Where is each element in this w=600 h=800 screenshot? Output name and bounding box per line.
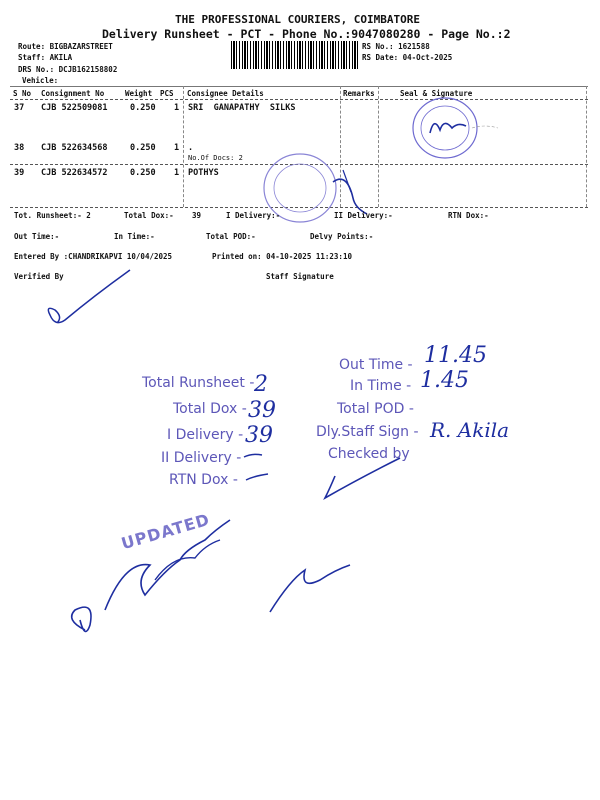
stamp-total-runsheet: Total Runsheet - — [142, 375, 255, 391]
i-delivery-label: I Delivery:- — [226, 211, 281, 220]
row-pcs: 1 — [174, 168, 180, 178]
col-header-consignee: Consignee Details — [187, 89, 264, 98]
out-time-label: Out Time:- — [14, 232, 60, 241]
row-weight: 0.250 — [130, 143, 156, 153]
col-header-consignment: Consignment No — [41, 89, 105, 98]
row-weight: 0.250 — [130, 103, 156, 113]
hand-strokes-icon — [240, 448, 460, 508]
col-header-seal: Seal & Signature — [400, 89, 473, 98]
row-consignee: . — [188, 143, 194, 153]
updated-stamp: UPDATED — [119, 509, 213, 554]
row-consignment: CJB 522509081 — [41, 103, 108, 113]
stamp-total-dox: Total Dox - — [173, 401, 247, 417]
col-header-weight: Weight — [125, 89, 153, 98]
row-sno: 38 — [14, 143, 25, 153]
row-note: No.Of Docs: 2 — [188, 154, 243, 162]
stamp-i-delivery: I Delivery - — [167, 427, 244, 443]
row-pcs: 1 — [174, 103, 180, 113]
stamp-in-time: In Time - — [350, 378, 412, 394]
col-header-pcs: PCS — [160, 89, 174, 98]
staff: Staff: AKILA — [18, 53, 73, 62]
ii-delivery-label: II Delivery:- — [334, 211, 393, 220]
table-top-border — [10, 86, 588, 87]
row-consignee: SRI GANAPATHY SILKS — [188, 103, 296, 113]
barcode — [231, 41, 359, 69]
vehicle: Vehicle: — [22, 76, 59, 85]
rs-number: RS No.: 1621588 — [362, 42, 430, 51]
rtn-dox-label: RTN Dox:- — [448, 211, 489, 220]
hand-staff-sign: R. Akila — [430, 418, 510, 442]
total-dox-value: 39 — [192, 211, 202, 220]
stamp-ii-delivery: II Delivery - — [161, 450, 242, 466]
signature-chandrika-icon — [55, 500, 245, 650]
drs-number: DRS No.: DCJB162158802 — [18, 65, 118, 74]
row-consignment: CJB 522634572 — [41, 168, 108, 178]
stamp-out-time: Out Time - — [339, 357, 413, 373]
row-consignment: CJB 522634568 — [41, 143, 108, 153]
total-dox-label: Total Dox:- — [124, 211, 174, 220]
hand-total-dox: 39 — [248, 398, 276, 423]
tot-runsheet: Tot. Runsheet:- 2 — [14, 211, 91, 220]
hand-runsheet: 2 — [254, 372, 268, 397]
col-divider — [586, 86, 587, 207]
verified-by-label: Verified By — [14, 272, 64, 281]
hand-in-time: 1.45 — [420, 368, 469, 393]
hand-i-delivery: 39 — [245, 423, 273, 448]
printed-on: Printed on: 04-10-2025 11:23:10 — [212, 252, 352, 261]
in-time-label: In Time:- — [114, 232, 155, 241]
col-divider — [183, 86, 184, 207]
verified-signature-icon — [35, 265, 135, 330]
stamp-total-pod: Total POD - — [337, 401, 414, 417]
row-sno: 39 — [14, 168, 25, 178]
stamp-checked-by: Checked by — [328, 446, 410, 462]
stamp-rtn-dox: RTN Dox - — [169, 472, 238, 488]
hand-out-time: 11.45 — [424, 343, 487, 368]
col-header-remarks: Remarks — [343, 89, 375, 98]
signature-second-icon — [260, 540, 380, 620]
row-weight: 0.250 — [130, 168, 156, 178]
staff-signature-label: Staff Signature — [266, 272, 334, 281]
total-pod-label: Total POD:- — [206, 232, 256, 241]
delvy-points-label: Delvy Points:- — [310, 232, 374, 241]
col-header-sno: S No — [13, 89, 32, 98]
company-title: THE PROFESSIONAL COURIERS, COIMBATORE — [175, 13, 421, 26]
route: Route: BIGBAZARSTREET — [18, 42, 113, 51]
row-consignee: POTHYS — [188, 168, 219, 178]
rs-date: RS Date: 04-Oct-2025 — [362, 53, 453, 62]
entered-by: Entered By :CHANDRIKAPVI 10/04/2025 — [14, 252, 173, 261]
seal-stamp-icon — [400, 88, 510, 168]
col-divider — [378, 86, 379, 207]
runsheet-subtitle: Delivery Runsheet - PCT - Phone No.:9047080280 - Page No.:2 — [102, 27, 511, 41]
row-pcs: 1 — [174, 143, 180, 153]
stamp-dly-staff-sign: Dly.Staff Sign - — [316, 424, 419, 440]
row-sno: 37 — [14, 103, 25, 113]
